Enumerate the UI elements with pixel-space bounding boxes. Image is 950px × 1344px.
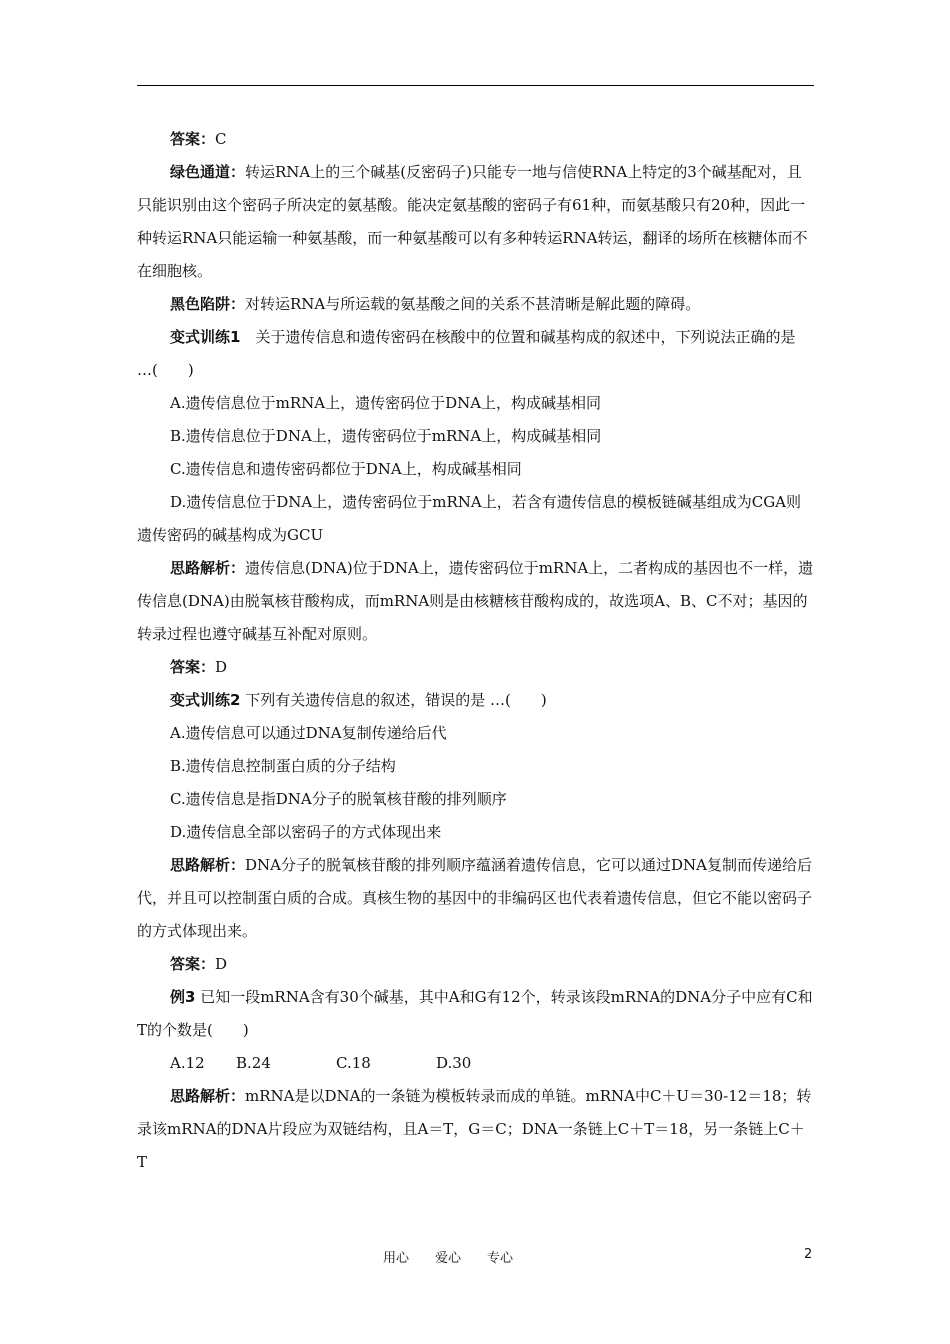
option-line <box>137 453 814 486</box>
choice-item: B.24 <box>236 1054 271 1072</box>
footer-motto: 用心 爱心 专心 <box>383 1251 514 1266</box>
option-line <box>137 420 814 453</box>
option-line <box>137 717 814 750</box>
option-line <box>137 783 814 816</box>
paragraph <box>137 156 814 288</box>
paragraph-text: 已知一段mRNA含有30个碱基，其中A和G有12个，转录该段mRNA的DNA分子中应有C和T的个数是( ) <box>137 988 813 1039</box>
paragraph <box>137 684 814 717</box>
paragraph-text: D <box>215 658 228 676</box>
header-rule <box>137 85 814 86</box>
paragraph <box>137 321 814 387</box>
paragraph <box>137 552 814 651</box>
paragraph-text: 下列有关遗传信息的叙述，错误的是 …( ) <box>240 691 547 709</box>
paragraph-label: 答案： <box>170 130 216 148</box>
paragraph-label: 黑色陷阱： <box>170 295 246 313</box>
option-line <box>137 387 814 420</box>
choice-item: D.30 <box>436 1054 472 1072</box>
paragraph-label: 变式训练1 <box>170 328 241 346</box>
paragraph <box>137 288 814 321</box>
answer-choices <box>137 1047 814 1080</box>
paragraph-label: 答案： <box>170 658 216 676</box>
paragraph-label: 思路解析： <box>170 856 246 874</box>
paragraph-label: 答案： <box>170 955 216 973</box>
paragraph-label: 变式训练2 <box>170 691 241 709</box>
paragraph <box>137 123 814 156</box>
paragraph-label: 思路解析： <box>170 559 246 577</box>
paragraph-text: C <box>215 130 227 148</box>
paragraph <box>137 1080 814 1179</box>
paragraph-text: DNA分子的脱氧核苷酸的排列顺序蕴涵着遗传信息，它可以通过DNA复制而传递给后代，并且可以控制蛋白质的合成。真核生物的基因中的非编码区也代表着遗传信息，但它不能以密码子的方式体现出来。 <box>137 856 813 940</box>
paragraph-text: A.遗传信息可以通过DNA复制传递给后代 <box>170 724 447 742</box>
choice-item: A.12 <box>170 1054 205 1072</box>
paragraph <box>137 486 814 552</box>
paragraph <box>137 651 814 684</box>
paragraph-text: 关于遗传信息和遗传密码在核酸中的位置和碱基构成的叙述中，下列说法正确的是 …( ) <box>137 328 796 379</box>
paragraph-text: mRNA是以DNA的一条链为模板转录而成的单链。mRNA中C＋U＝30-12＝18；转录该mRNA的DNA片段应为双链结构，且A＝T，G＝C；DNA一条链上C＋T＝18，另一条链上C＋T <box>137 1087 812 1171</box>
paragraph-text: 对转运RNA与所运载的氨基酸之间的关系不甚清晰是解此题的障碍。 <box>245 295 701 313</box>
paragraph-text: D.遗传信息位于DNA上，遗传密码位于mRNA上，若含有遗传信息的模板链碱基组成为CGA则遗传密码的碱基构成为GCU <box>137 493 802 544</box>
paragraph-text: C.遗传信息是指DNA分子的脱氧核苷酸的排列顺序 <box>170 790 507 808</box>
paragraph-text: D.遗传信息全部以密码子的方式体现出来 <box>170 823 442 841</box>
document-body <box>137 123 814 1179</box>
paragraph <box>137 849 814 948</box>
paragraph-text: 遗传信息(DNA)位于DNA上，遗传密码位于mRNA上，二者构成的基因也不一样，遗传信息(DNA)由脱氧核苷酸构成，而mRNA则是由核糖核苷酸构成的，故选项A、B、C不对；基因的转录过程也遵守碱基互补配对原则。 <box>137 559 814 643</box>
paragraph-text: B.遗传信息控制蛋白质的分子结构 <box>170 757 396 775</box>
paragraph <box>137 948 814 981</box>
paragraph-text: A.遗传信息位于mRNA上，遗传密码位于DNA上，构成碱基相同 <box>170 394 602 412</box>
paragraph <box>137 981 814 1047</box>
option-line <box>137 750 814 783</box>
paragraph-label: 例3 <box>170 988 196 1006</box>
paragraph-text: D <box>215 955 228 973</box>
paragraph-text: C.遗传信息和遗传密码都位于DNA上，构成碱基相同 <box>170 460 522 478</box>
paragraph-text: B.遗传信息位于DNA上，遗传密码位于mRNA上，构成碱基相同 <box>170 427 602 445</box>
paragraph-label: 思路解析： <box>170 1087 246 1105</box>
choice-item: C.18 <box>336 1054 371 1072</box>
paragraph-label: 绿色通道： <box>170 163 246 181</box>
paragraph-text: 转运RNA上的三个碱基(反密码子)只能专一地与信使RNA上特定的3个碱基配对，且只能识别由这个密码子所决定的氨基酸。能决定氨基酸的密码子有61种，而氨基酸只有20种，因此一种转运RNA只能运输一种氨基酸，而一种氨基酸可以有多种转运RNA转运，翻译的场所在核糖体而不在细胞核。 <box>137 163 808 280</box>
page-number: 2 <box>804 1247 813 1262</box>
option-line <box>137 816 814 849</box>
